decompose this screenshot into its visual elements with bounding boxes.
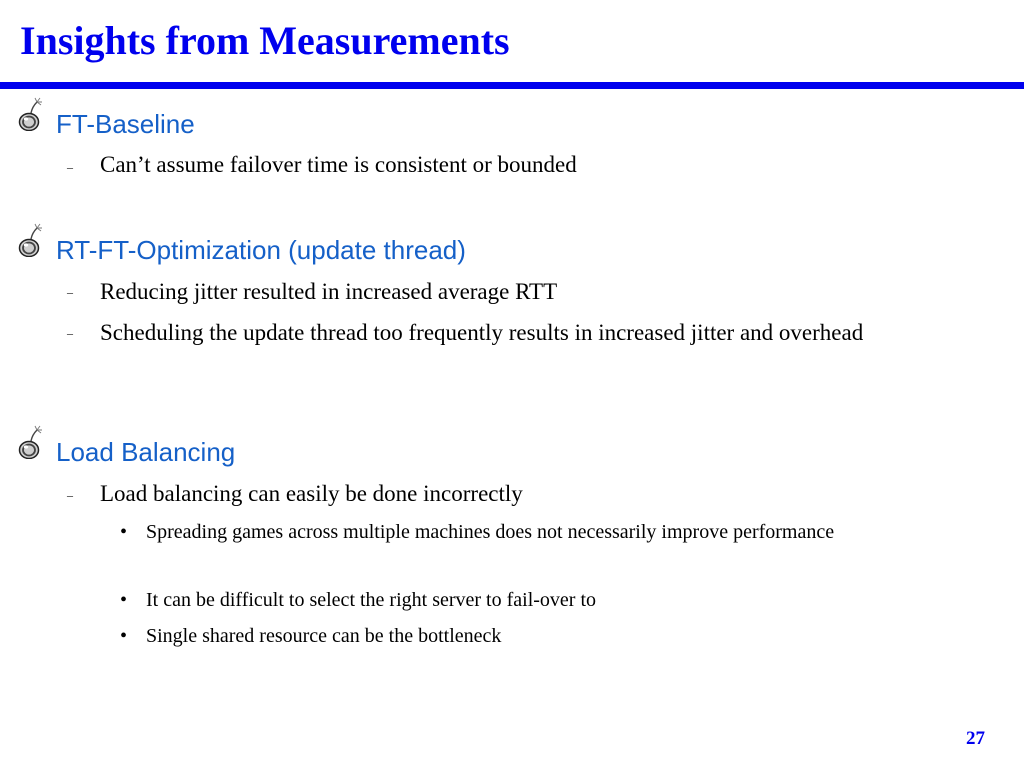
section-heading: RT-FT-Optimization (update thread) [56,235,466,265]
slide-title: Insights from Measurements [20,18,510,63]
sub-list-item: Single shared resource can be the bottleneck [146,625,502,647]
dot-bullet-icon: • [120,625,128,647]
dash-bullet-icon: – [67,285,73,299]
dash-bullet-icon: – [67,488,73,502]
dash-bullet-icon: – [67,326,73,340]
list-item: Can’t assume failover time is consistent or bounded [100,152,577,177]
page-number: 27 [966,728,985,749]
list-item: Reducing jitter resulted in increased average RTT [100,279,558,304]
bomb-icon [17,97,43,131]
dot-bullet-icon: • [120,521,128,543]
list-item: Load balancing can easily be done incorrectly [100,481,523,506]
sub-list-item: Spreading games across multiple machines does not necessarily improve performance [146,521,835,543]
section-heading: Load Balancing [56,437,236,467]
title-rule [0,82,1024,89]
list-item: Scheduling the update thread too frequently results in increased jitter and overhead [100,320,864,345]
bomb-icon [17,425,43,459]
bomb-icon [17,223,43,257]
section-heading: FT-Baseline [56,109,195,139]
sub-list-item: It can be difficult to select the right server to fail-over to [146,589,597,611]
dash-bullet-icon: – [67,160,73,174]
dot-bullet-icon: • [120,589,128,611]
